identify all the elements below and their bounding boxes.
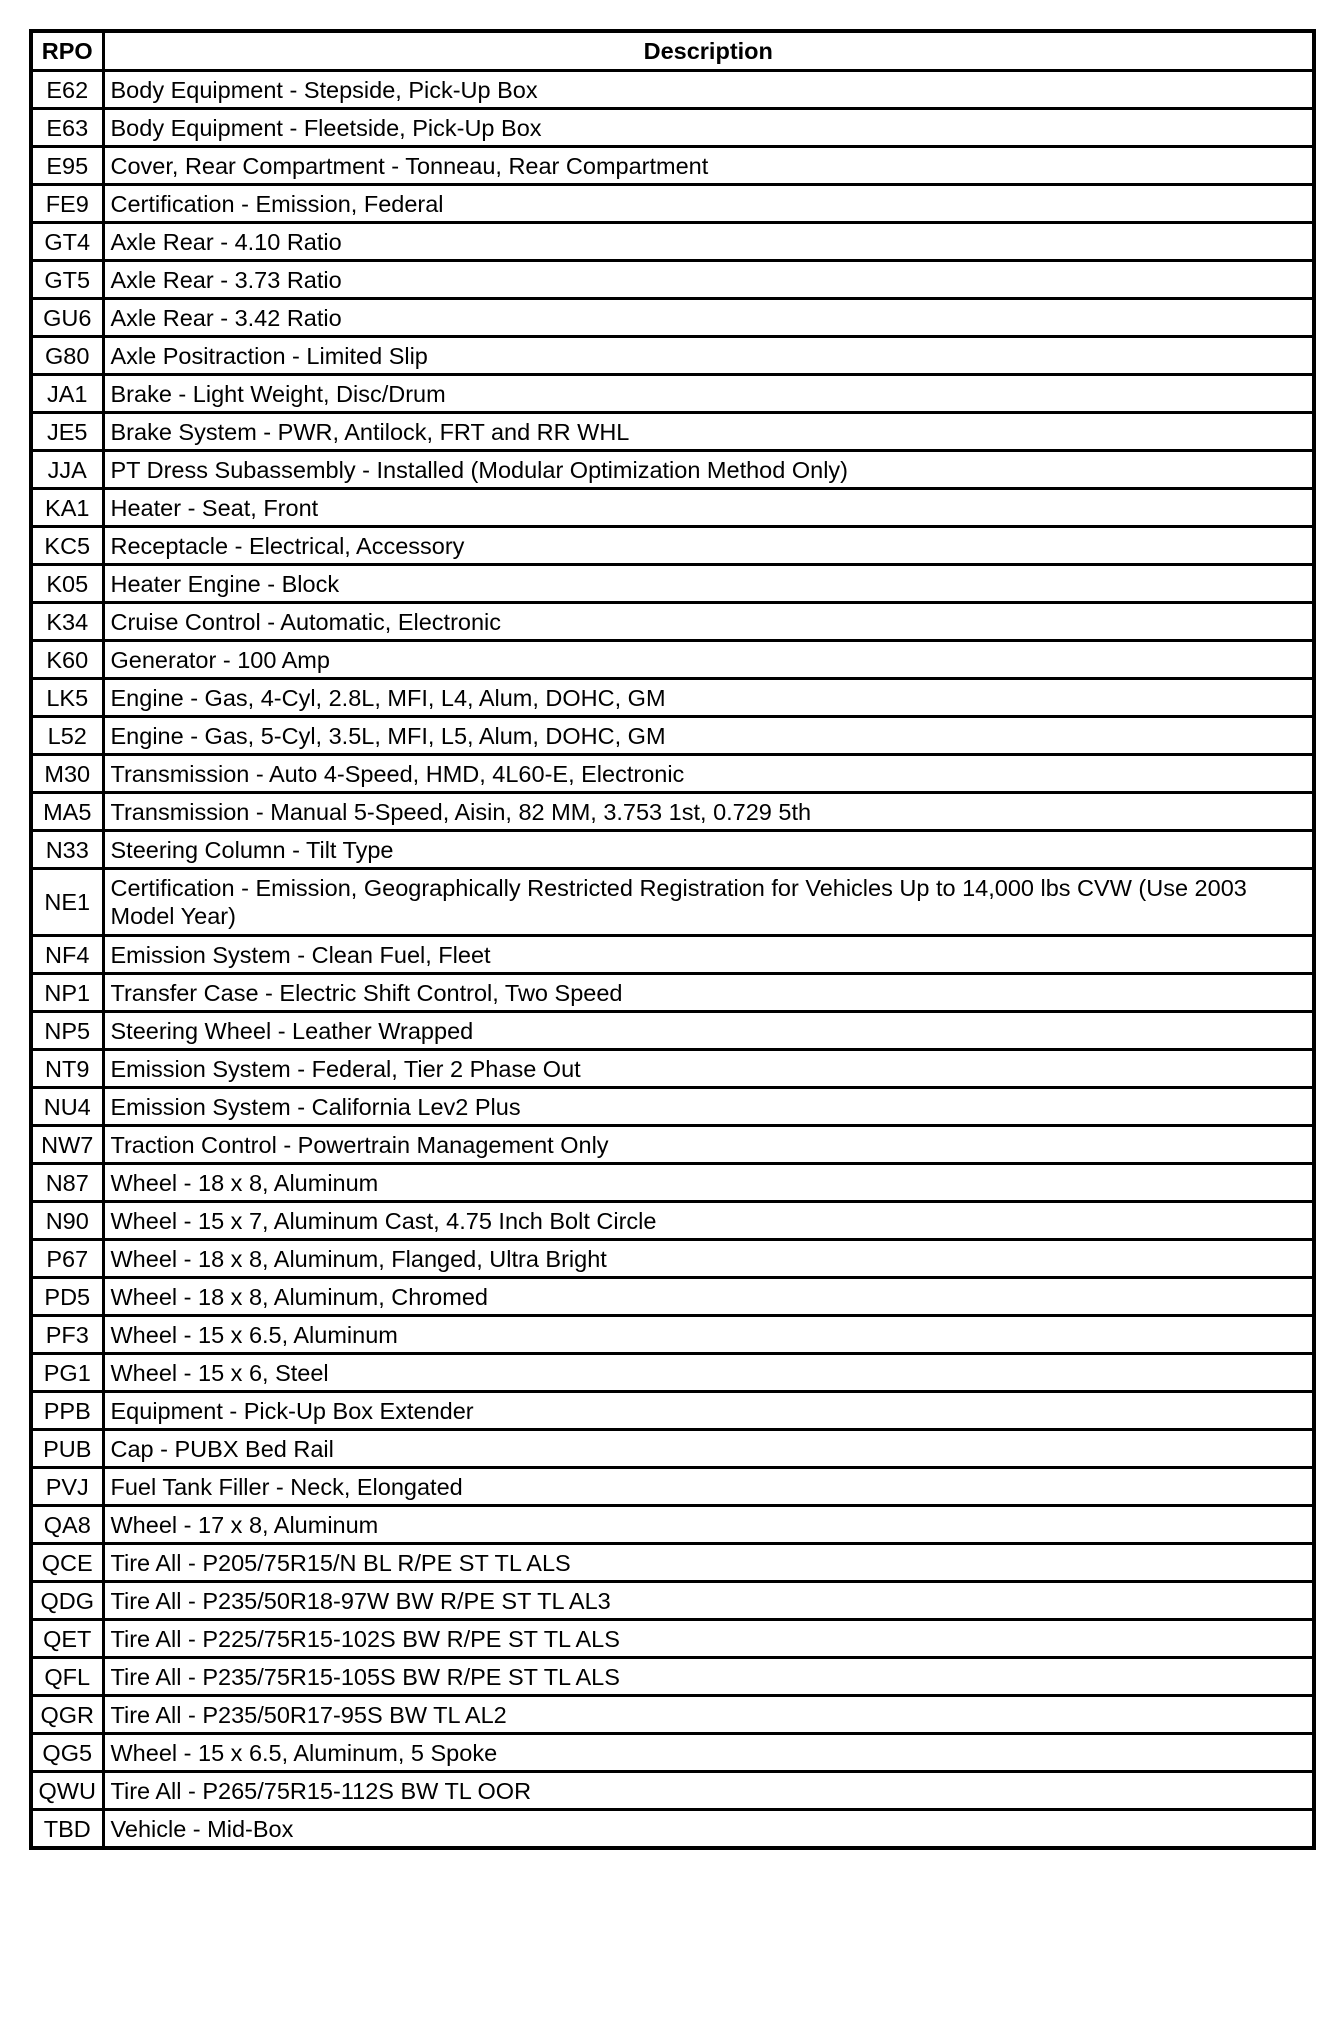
table-row	[31, 1088, 1314, 1126]
rpo-code-cell: E95	[31, 147, 103, 185]
table-row	[31, 793, 1314, 831]
description-cell: Tire All - P205/75R15/N BL R/PE ST TL ALS	[103, 1544, 1314, 1582]
column-header-rpo: RPO	[31, 31, 103, 71]
description-cell: Brake System - PWR, Antilock, FRT and RR WHL	[103, 413, 1314, 451]
table-row	[31, 1392, 1314, 1430]
table-row	[31, 527, 1314, 565]
description-cell: Wheel - 15 x 6.5, Aluminum	[103, 1316, 1314, 1354]
table-row	[31, 1506, 1314, 1544]
table-body	[31, 71, 1314, 1849]
table-row	[31, 1468, 1314, 1506]
table-row	[31, 261, 1314, 299]
rpo-code-cell: JA1	[31, 375, 103, 413]
rpo-code-cell: GU6	[31, 299, 103, 337]
description-cell: Vehicle - Mid-Box	[103, 1810, 1314, 1849]
description-cell: Body Equipment - Stepside, Pick-Up Box	[103, 71, 1314, 109]
table-row	[31, 489, 1314, 527]
rpo-code-cell: QFL	[31, 1658, 103, 1696]
rpo-code-cell: L52	[31, 717, 103, 755]
rpo-code-cell: GT4	[31, 223, 103, 261]
description-cell: Wheel - 17 x 8, Aluminum	[103, 1506, 1314, 1544]
table-row	[31, 831, 1314, 869]
rpo-code-cell: N33	[31, 831, 103, 869]
table-row	[31, 869, 1314, 936]
description-cell: Equipment - Pick-Up Box Extender	[103, 1392, 1314, 1430]
table-row	[31, 299, 1314, 337]
description-cell: Tire All - P235/75R15-105S BW R/PE ST TL ALS	[103, 1658, 1314, 1696]
table-row	[31, 1658, 1314, 1696]
table-row	[31, 1810, 1314, 1849]
description-cell: Cap - PUBX Bed Rail	[103, 1430, 1314, 1468]
rpo-code-cell: M30	[31, 755, 103, 793]
table-row	[31, 1278, 1314, 1316]
description-cell: Engine - Gas, 5-Cyl, 3.5L, MFI, L5, Alum, DOHC, GM	[103, 717, 1314, 755]
description-cell: Transmission - Manual 5-Speed, Aisin, 82 MM, 3.753 1st, 0.729 5th	[103, 793, 1314, 831]
rpo-code-cell: NP1	[31, 974, 103, 1012]
table-row	[31, 1544, 1314, 1582]
rpo-code-cell: KC5	[31, 527, 103, 565]
rpo-code-cell: E62	[31, 71, 103, 109]
description-cell: Emission System - Clean Fuel, Fleet	[103, 936, 1314, 974]
table-row	[31, 1164, 1314, 1202]
rpo-code-cell: N90	[31, 1202, 103, 1240]
rpo-code-cell: QDG	[31, 1582, 103, 1620]
table-row	[31, 679, 1314, 717]
rpo-code-cell: QWU	[31, 1772, 103, 1810]
rpo-code-cell: K34	[31, 603, 103, 641]
description-cell: Fuel Tank Filler - Neck, Elongated	[103, 1468, 1314, 1506]
description-cell: Generator - 100 Amp	[103, 641, 1314, 679]
rpo-code-cell: NE1	[31, 869, 103, 936]
table-row	[31, 451, 1314, 489]
rpo-code-cell: FE9	[31, 185, 103, 223]
table-row	[31, 755, 1314, 793]
rpo-code-cell: NP5	[31, 1012, 103, 1050]
table-row	[31, 109, 1314, 147]
description-cell: Transfer Case - Electric Shift Control, Two Speed	[103, 974, 1314, 1012]
rpo-code-cell: NT9	[31, 1050, 103, 1088]
rpo-code-cell: QG5	[31, 1734, 103, 1772]
description-cell: Wheel - 18 x 8, Aluminum	[103, 1164, 1314, 1202]
table-row	[31, 147, 1314, 185]
description-cell: Axle Rear - 4.10 Ratio	[103, 223, 1314, 261]
rpo-code-cell: QA8	[31, 1506, 103, 1544]
table-row	[31, 1240, 1314, 1278]
description-cell: Tire All - P225/75R15-102S BW R/PE ST TL ALS	[103, 1620, 1314, 1658]
description-cell: Brake - Light Weight, Disc/Drum	[103, 375, 1314, 413]
header-row	[31, 31, 1314, 71]
rpo-code-cell: PF3	[31, 1316, 103, 1354]
column-header-description: Description	[103, 31, 1314, 71]
description-cell: Cover, Rear Compartment - Tonneau, Rear Compartment	[103, 147, 1314, 185]
rpo-code-cell: G80	[31, 337, 103, 375]
description-cell: Transmission - Auto 4-Speed, HMD, 4L60-E, Electronic	[103, 755, 1314, 793]
table-row	[31, 1582, 1314, 1620]
rpo-code-cell: TBD	[31, 1810, 103, 1849]
rpo-code-cell: MA5	[31, 793, 103, 831]
table-row	[31, 223, 1314, 261]
rpo-code-cell: K60	[31, 641, 103, 679]
description-cell: Tire All - P265/75R15-112S BW TL OOR	[103, 1772, 1314, 1810]
description-cell: Heater Engine - Block	[103, 565, 1314, 603]
rpo-table	[29, 29, 1316, 1850]
table-row	[31, 1202, 1314, 1240]
rpo-code-cell: PUB	[31, 1430, 103, 1468]
description-cell: Wheel - 18 x 8, Aluminum, Flanged, Ultra Bright	[103, 1240, 1314, 1278]
rpo-code-cell: JE5	[31, 413, 103, 451]
table-row	[31, 1772, 1314, 1810]
table-row	[31, 1430, 1314, 1468]
rpo-code-cell: GT5	[31, 261, 103, 299]
table-row	[31, 1126, 1314, 1164]
description-cell: Wheel - 15 x 6, Steel	[103, 1354, 1314, 1392]
description-cell: Receptacle - Electrical, Accessory	[103, 527, 1314, 565]
description-cell: Emission System - Federal, Tier 2 Phase Out	[103, 1050, 1314, 1088]
description-cell: Tire All - P235/50R17-95S BW TL AL2	[103, 1696, 1314, 1734]
description-cell: Axle Positraction - Limited Slip	[103, 337, 1314, 375]
table-row	[31, 1012, 1314, 1050]
rpo-code-cell: NU4	[31, 1088, 103, 1126]
rpo-code-cell: P67	[31, 1240, 103, 1278]
rpo-code-cell: LK5	[31, 679, 103, 717]
table-row	[31, 413, 1314, 451]
rpo-code-cell: E63	[31, 109, 103, 147]
rpo-code-cell: PD5	[31, 1278, 103, 1316]
rpo-code-cell: PVJ	[31, 1468, 103, 1506]
table-row	[31, 1316, 1314, 1354]
description-cell: Heater - Seat, Front	[103, 489, 1314, 527]
rpo-code-cell: NF4	[31, 936, 103, 974]
table-row	[31, 185, 1314, 223]
rpo-code-cell: PPB	[31, 1392, 103, 1430]
description-cell: Steering Column - Tilt Type	[103, 831, 1314, 869]
rpo-code-cell: NW7	[31, 1126, 103, 1164]
description-cell: Wheel - 15 x 7, Aluminum Cast, 4.75 Inch Bolt Circle	[103, 1202, 1314, 1240]
table-row	[31, 1620, 1314, 1658]
table-row	[31, 717, 1314, 755]
rpo-code-cell: QCE	[31, 1544, 103, 1582]
table-row	[31, 565, 1314, 603]
description-cell: Axle Rear - 3.73 Ratio	[103, 261, 1314, 299]
rpo-code-cell: KA1	[31, 489, 103, 527]
rpo-code-cell: QET	[31, 1620, 103, 1658]
table-row	[31, 1354, 1314, 1392]
table-header	[31, 31, 1314, 71]
rpo-code-cell: K05	[31, 565, 103, 603]
description-cell: Certification - Emission, Federal	[103, 185, 1314, 223]
table-row	[31, 1734, 1314, 1772]
table-row	[31, 1050, 1314, 1088]
table-row	[31, 936, 1314, 974]
description-cell: Steering Wheel - Leather Wrapped	[103, 1012, 1314, 1050]
rpo-code-cell: PG1	[31, 1354, 103, 1392]
rpo-code-cell: N87	[31, 1164, 103, 1202]
rpo-code-cell: QGR	[31, 1696, 103, 1734]
table-row	[31, 375, 1314, 413]
table-row	[31, 71, 1314, 109]
description-cell: Tire All - P235/50R18-97W BW R/PE ST TL AL3	[103, 1582, 1314, 1620]
table-row	[31, 974, 1314, 1012]
description-cell: Wheel - 18 x 8, Aluminum, Chromed	[103, 1278, 1314, 1316]
table-row	[31, 337, 1314, 375]
description-cell: Engine - Gas, 4-Cyl, 2.8L, MFI, L4, Alum, DOHC, GM	[103, 679, 1314, 717]
table-row	[31, 603, 1314, 641]
table-row	[31, 1696, 1314, 1734]
description-cell: PT Dress Subassembly - Installed (Modular Optimization Method Only)	[103, 451, 1314, 489]
description-cell: Certification - Emission, Geographically Restricted Registration for Vehicles Up to 14,000 lbs CVW (Use 2003 Model Year)	[103, 869, 1314, 936]
description-cell: Traction Control - Powertrain Management Only	[103, 1126, 1314, 1164]
rpo-code-cell: JJA	[31, 451, 103, 489]
description-cell: Axle Rear - 3.42 Ratio	[103, 299, 1314, 337]
description-cell: Emission System - California Lev2 Plus	[103, 1088, 1314, 1126]
description-cell: Cruise Control - Automatic, Electronic	[103, 603, 1314, 641]
description-cell: Wheel - 15 x 6.5, Aluminum, 5 Spoke	[103, 1734, 1314, 1772]
table-row	[31, 641, 1314, 679]
description-cell: Body Equipment - Fleetside, Pick-Up Box	[103, 109, 1314, 147]
